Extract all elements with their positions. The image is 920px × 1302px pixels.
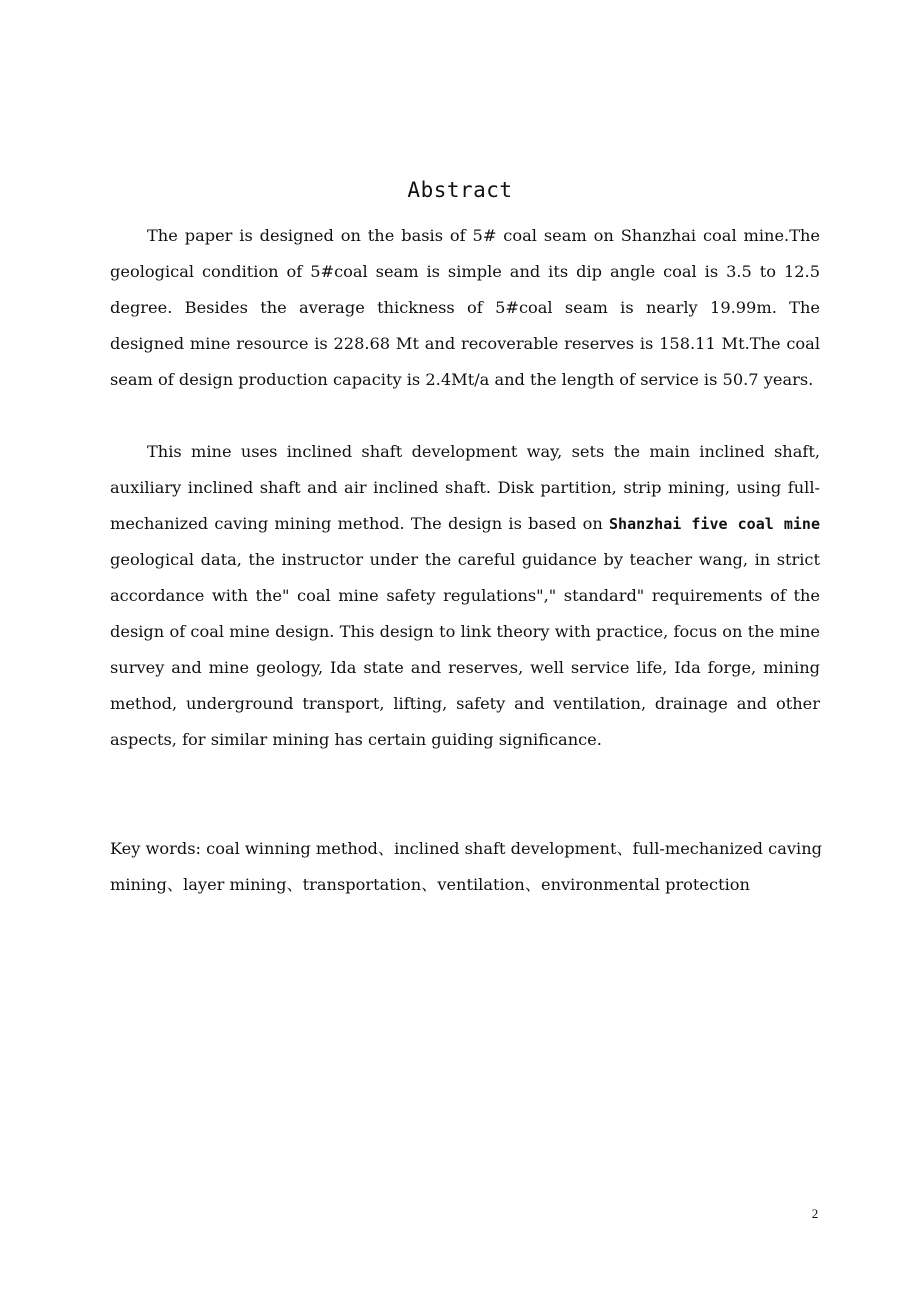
paragraph-2-text xyxy=(110,434,820,758)
paragraph-2-part-2: geological data, the instructor under the careful guidance by teacher wang, in strict accordance with the" coal mine safety regulations"," standard" requirements of the design of coal mine design. This design to link theory with practice, focus on the mine survey and mine geology, Ida state and reserves, well service life, Ida forge, mining method, underground transport, lifting, safety and ventilation, drainage and other aspects, for similar mining has certain guiding significance. xyxy=(110,550,820,749)
paragraph-1-text: The paper is designed on the basis of 5# coal seam on Shanzhai coal mine.The geological condition of 5#coal seam is simple and its dip angle coal is 3.5 to 12.5 degree. Besides the average thickness of 5#coal seam is nearly 19.99m. The designed mine resource is 228.68 Mt and recoverable reserves is 158.11 Mt.The coal seam of design production capacity is 2.4Mt/a and the length of service is 50.7 years. xyxy=(110,226,820,389)
page-number: 2 xyxy=(811,1206,819,1221)
abstract-paragraph-1 xyxy=(110,218,820,398)
abstract-paragraph-2 xyxy=(110,434,820,758)
mine-name-emphasis: Shanzhai five coal mine xyxy=(609,515,820,533)
keywords-line: Key words: coal winning method、inclined shaft development、full-mechanized caving mining、layer mining、transportation、ventilation、environmental protection xyxy=(110,839,822,894)
paragraph-2-part-1: This mine uses inclined shaft development way, sets the main inclined shaft, auxiliary inclined shaft and air inclined shaft. Disk partition, strip mining, using full-mechanized caving mining method. The design is based on xyxy=(110,442,820,533)
page-title: Abstract xyxy=(407,178,513,202)
